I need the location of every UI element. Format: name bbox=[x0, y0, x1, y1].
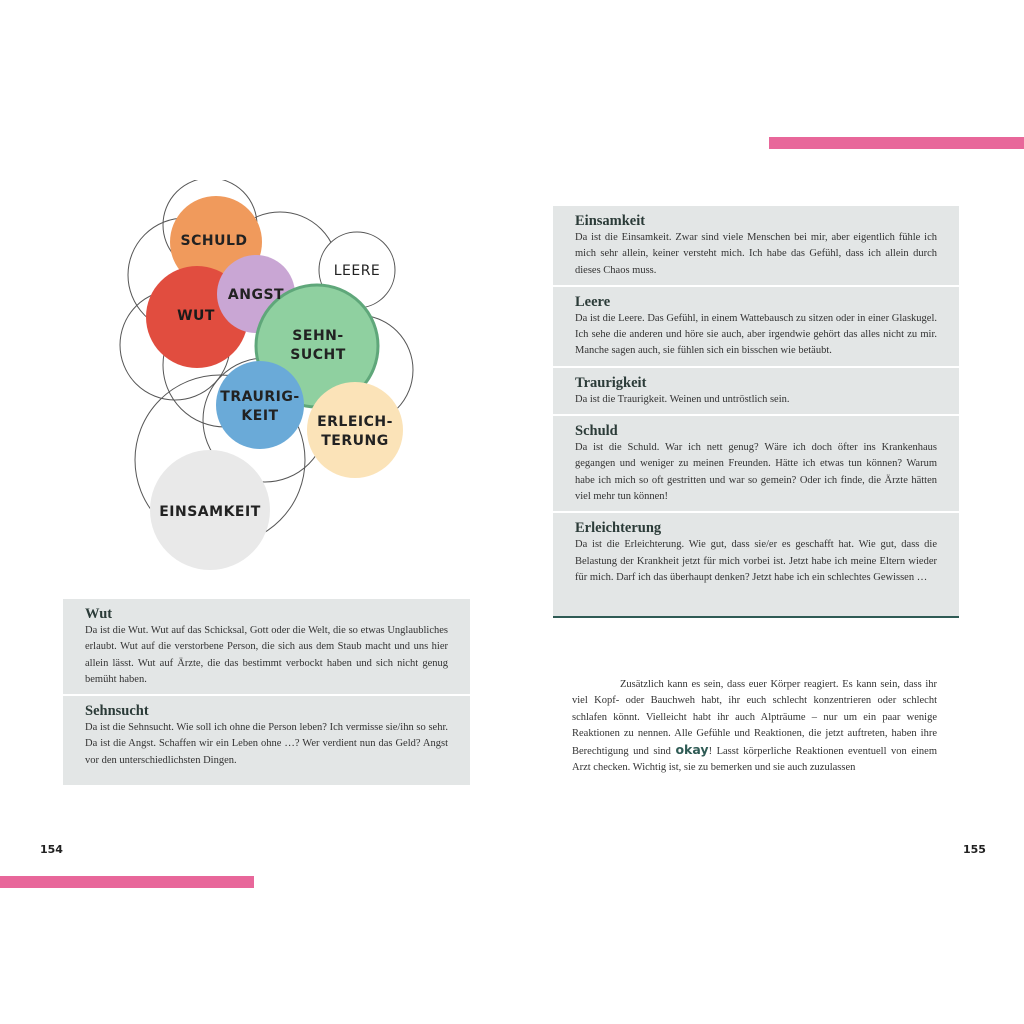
angst-label: ANGST bbox=[227, 287, 285, 303]
entry-title: Traurigkeit bbox=[575, 374, 647, 391]
entry-text: Da ist die Leere. Das Gefühl, in einem Wattebausch zu sitzen oder in einer Glaskugel. Ich sehe die anderen und höre sie auch, aber irgendwie gehört das alles nicht zu mir. Manche sagen auch, sie fühlen sich ein bisschen wie betäubt. bbox=[575, 312, 937, 357]
okay-emphasis: okay bbox=[675, 742, 709, 758]
traurigkeit-label-line1: TRAURIG- bbox=[220, 389, 300, 405]
entry-text: Da ist die Wut. Wut auf das Schicksal, Gott oder die Welt, die so etwas Unglaubliches erlaubt. Wut auf die verstorbene Person, die sich aus dem Staub macht und uns hier allein lässt. Wut auf Ärzte, die das bestimmt verbockt haben und sich nicht genug bemüht haben. bbox=[85, 625, 448, 685]
entry-title: Leere bbox=[575, 293, 611, 310]
emotions-box-right bbox=[553, 206, 959, 618]
emotion-entry-traurigkeit bbox=[553, 368, 959, 416]
erleichterung-label-line1: ERLEICH- bbox=[317, 414, 393, 430]
entry-text: Da ist die Traurigkeit. Weinen und untröstlich sein. bbox=[575, 393, 790, 405]
pink-accent-bar-bottom bbox=[0, 876, 254, 888]
entry-text: Da ist die Einsamkeit. Zwar sind viele Menschen bei mir, aber eigentlich fühle ich mich sehr allein, keiner versteht mich. Ich habe das Gefühl, dass ich allein durch dieses Chaos muss. bbox=[575, 232, 937, 276]
emotion-entry-leere bbox=[553, 287, 959, 368]
erleichterung-bubble bbox=[307, 382, 403, 478]
traurigkeit-bubble bbox=[216, 361, 304, 449]
entry-title: Schuld bbox=[575, 423, 618, 440]
einsamkeit-label: EINSAMKEIT bbox=[159, 504, 261, 520]
entry-title: Einsamkeit bbox=[575, 213, 646, 229]
entry-text: Da ist die Schuld. War ich nett genug? Wäre ich doch öfter ins Krankenhaus gegangen und weniger zu meinen Freunden. Hätte ich etwas tun können? Warum habe ich mich so oft gestritten und war so gemein? Oder ich finde, die Ärzte hätten viel mehr tun können! bbox=[575, 442, 937, 502]
pink-accent-bar-top bbox=[769, 137, 1024, 149]
sehnsucht-label-line2: SUCHT bbox=[290, 347, 346, 363]
emotion-entry-schuld bbox=[553, 416, 959, 513]
emotions-box-left bbox=[63, 599, 470, 785]
entry-text: Da ist die Erleichterung. Wie gut, dass sie/er es geschafft hat. Wie gut, dass die Belastung der Krankheit jetzt für mich vorbei ist. Jetzt habe ich meine Eltern wieder für mich. Darf ich das überhaupt denken? Jetzt habe ich ein schlechtes Gewissen … bbox=[575, 539, 937, 583]
emotion-entry-wut bbox=[63, 599, 470, 696]
emotion-bubble-diagram bbox=[110, 180, 430, 580]
page-number-left: 154 bbox=[40, 843, 63, 856]
erleichterung-label-line2: TERUNG bbox=[321, 433, 389, 449]
body-text-after: ! Lasst körperliche Reaktionen eventuell von einem Arzt checken. Wichtig ist, sie zu bemerken und sie auch zuzulassen bbox=[572, 746, 937, 774]
sehnsucht-label-line1: SEHN- bbox=[292, 328, 344, 344]
leere-label: LEERE bbox=[333, 263, 381, 279]
entry-title: Erleichterung bbox=[575, 520, 662, 537]
emotion-entry-erleichterung bbox=[553, 513, 959, 592]
emotion-entry-sehnsucht bbox=[63, 696, 470, 775]
entry-title: Wut bbox=[85, 606, 113, 622]
entry-text: Da ist die Sehnsucht. Wie soll ich ohne die Person leben? Ich vermisse sie/ihn so sehr. Da ist die Angst. Schaffen wir ein Leben ohne …? Wer verdient nun das Geld? Angst vor den unterschiedlichsten Dingen. bbox=[85, 722, 448, 766]
emotion-entry-einsamkeit bbox=[553, 206, 959, 287]
page-number-right: 155 bbox=[963, 843, 986, 856]
entry-title: Sehnsucht bbox=[85, 703, 149, 720]
body-text-before: Zusätzlich kann es sein, dass euer Körper reagiert. Es kann sein, dass ihr viel Kopf- oder Bauchweh habt, ihr euch schlecht konzentrieren oder schlecht schlafen könnt. Vielleicht habt ihr auch Alpträume – nur um ein paar wenige Reaktionen zu nennen. Alle Gefühle und Reaktionen, die jetzt auftreten, haben ihre Berechtigung und sind bbox=[572, 679, 937, 758]
schuld-label: SCHULD bbox=[180, 233, 248, 249]
body-paragraph bbox=[572, 677, 937, 777]
wut-label: WUT bbox=[177, 308, 215, 324]
traurigkeit-label-line2: KEIT bbox=[241, 408, 279, 424]
